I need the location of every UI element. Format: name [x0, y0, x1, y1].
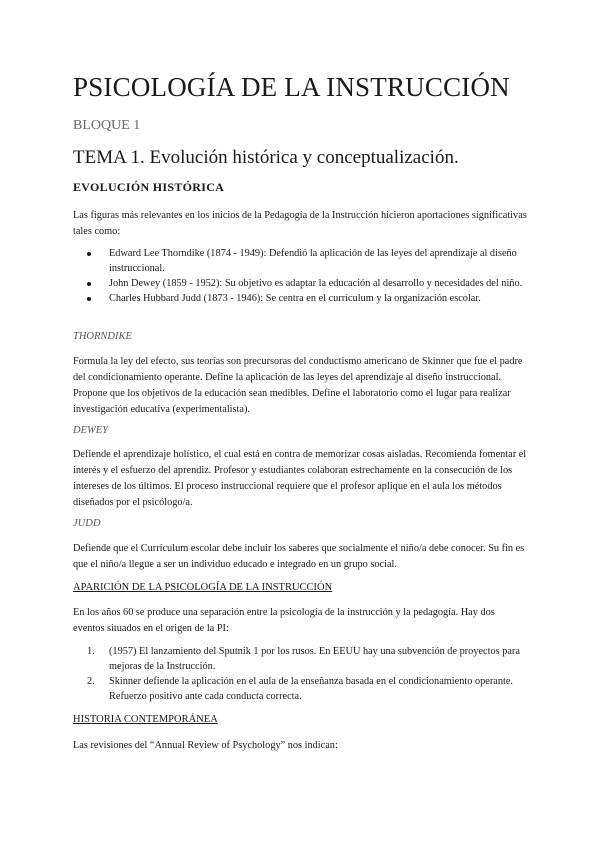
list-item [73, 246, 528, 276]
list-number: 2. [87, 676, 95, 687]
contemporanea-text: Las revisiones del “Annual Review of Psychology” nos indican: [73, 740, 338, 751]
evolucion-intro: Las figuras más relevantes en los inicios de la Pedagogía de la Instrucción hicieron aportaciones significativas tales como: [73, 210, 527, 237]
list-number: 1. [87, 646, 95, 657]
list-item [73, 644, 528, 674]
bullet-icon [87, 282, 91, 286]
aparicion-intro: En los años 60 se produce una separación entre la psicología de la instrucción y la pedagogía. Hay dos eventos situados en el origen de la PI: [73, 607, 495, 634]
document-title: PSICOLOGÍA DE LA INSTRUCCIÓN [73, 72, 510, 102]
section-heading-aparicion: APARICIÓN DE LA PSICOLOGÍA DE LA INSTRUCCIÓN [73, 582, 333, 593]
list-item-text: Charles Hubbard Judd (1873 - 1946): Se centra en el currículum y la organización escolar. [109, 293, 481, 304]
block-label: BLOQUE 1 [73, 118, 141, 133]
list-item [73, 674, 528, 704]
bullet-icon [87, 297, 91, 301]
dewey-label: DEWEY [73, 425, 108, 436]
events-list [73, 644, 528, 704]
dewey-text: Defiende el aprendizaje holístico, el cual está en contra de memorizar cosas aisladas. Recomienda fomentar el interés y el esfuerzo del aprendiz. Profesor y estudiantes colaboran estrechamente en la consecución de los intereses de los últimos. El proceso instruccional requiere que el profesor aplique en el aula los métodos diseñados por el psicólogo/a. [73, 449, 527, 508]
judd-text: Defiende que el Currículum escolar debe incluir los saberes que socialmente el niño/a debe conocer. Su fin es que el niño/a llegue a ser un individuo educado e integrado en un grupo social. [73, 543, 525, 570]
judd-label: JUDD [73, 518, 101, 529]
section-heading-evolucion: EVOLUCIÓN HISTÓRICA [73, 180, 225, 194]
topic-heading: TEMA 1. Evolución histórica y conceptualización. [73, 147, 459, 168]
section-heading-contemporanea: HISTORIA CONTEMPORÁNEA [73, 714, 218, 725]
list-item [73, 291, 528, 306]
figures-list [73, 246, 528, 306]
thorndike-text: Formula la ley del efecto, sus teorías son precursoras del conductismo americano de Skinner que fue el padre del condicionamiento operante. Define la aplicación de las leyes del aprendizaje al diseño instruccional. Propone que los objetivos de la educación sean medibles. Define el laboratorio como el lugar para realizar investigación educativa (experimentalista). [73, 356, 523, 415]
list-item-text: (1957) El lanzamiento del Sputnik 1 por los rusos. En EEUU hay una subvención de proyectos para mejoras de la Instrucción. [109, 646, 520, 672]
list-item [73, 276, 528, 291]
thorndike-label: THORNDIKE [73, 331, 132, 342]
list-item-text: Skinner defiende la aplicación en el aula de la enseñanza basada en el condicionamiento operante. Refuerzo positivo ante cada conducta correcta. [109, 676, 513, 702]
bullet-icon [87, 252, 91, 256]
list-item-text: John Dewey (1859 - 1952): Su objetivo es adaptar la educación al desarrollo y necesidades del niño. [109, 278, 523, 289]
list-item-text: Edward Lee Thorndike (1874 - 1949): Defendió la aplicación de las leyes del aprendizaje al diseño instruccional. [109, 248, 517, 274]
